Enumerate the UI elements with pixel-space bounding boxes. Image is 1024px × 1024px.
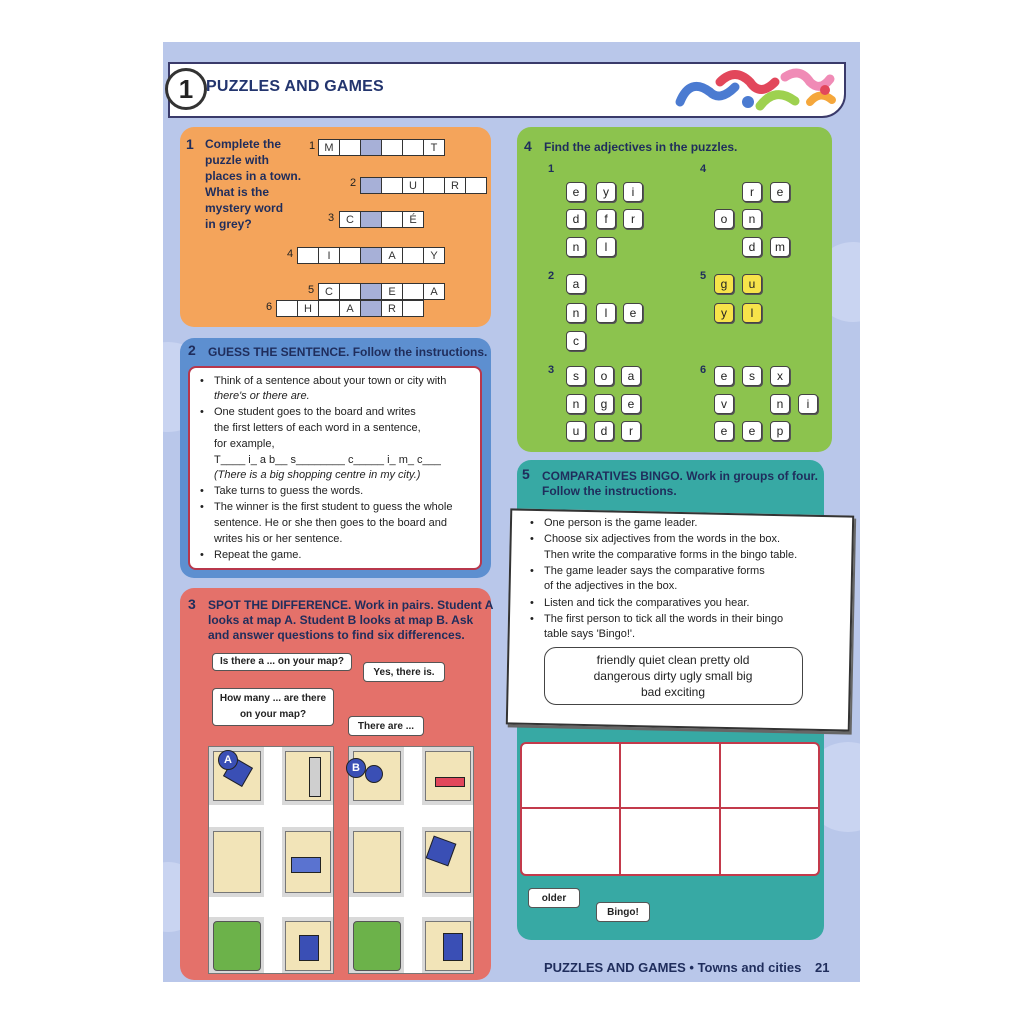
crossword-cell-mystery[interactable] [360, 177, 382, 194]
crossword-cell[interactable] [318, 300, 340, 317]
bullet-dot: • [530, 565, 534, 577]
letter-tile[interactable]: e [623, 303, 643, 323]
instruction-line: mystery word [205, 201, 284, 215]
title-line: looks at map A. Student B looks at map B. Ask [208, 613, 474, 627]
adjective-list [548, 652, 798, 700]
puzzle-number: 5 [700, 270, 707, 282]
bullet-dot: • [200, 501, 204, 513]
crossword-cell[interactable]: A [339, 300, 361, 317]
bullet-text: for example, [214, 438, 275, 450]
crossword-cell[interactable]: A [381, 247, 403, 264]
letter-tile[interactable]: n [566, 237, 586, 257]
exercise-3-title [208, 598, 493, 643]
bingo-table [520, 742, 820, 876]
bingo-divider [719, 744, 721, 874]
letter-tile[interactable]: u [742, 274, 762, 294]
crossword-cell[interactable]: M [318, 139, 340, 156]
crossword-cell[interactable]: E [381, 283, 403, 300]
letter-tile[interactable]: a [621, 366, 641, 386]
bullet-text: Choose six adjectives from the words in the box. [544, 533, 781, 545]
bullet-dot: • [200, 549, 204, 561]
instruction-line: in grey? [205, 217, 252, 231]
crossword-number: 3 [328, 212, 335, 224]
letter-tile[interactable]: r [742, 182, 762, 202]
bullet-text: The winner is the first student to guess the whole [214, 501, 453, 513]
crossword-cell[interactable]: I [318, 247, 340, 264]
crossword-number: 5 [308, 284, 315, 296]
bullet-dot: • [530, 533, 534, 545]
speech-bubble [212, 688, 334, 726]
crossword-cell[interactable] [402, 247, 424, 264]
crossword-cell[interactable]: É [402, 211, 424, 228]
crossword-cell[interactable] [339, 247, 361, 264]
bullet-text: sentence. He or she then goes to the board and [214, 517, 447, 529]
letter-tile[interactable]: y [714, 303, 734, 323]
letter-tile[interactable]: e [714, 366, 734, 386]
exercise-1-number: 1 [186, 136, 194, 152]
crossword-cell[interactable] [465, 177, 487, 194]
bullet-text: Take turns to guess the words. [214, 485, 364, 497]
bullet-text: writes his or her sentence. [214, 533, 343, 545]
letter-tile[interactable]: r [621, 421, 641, 441]
speech-bubble: Bingo! [596, 902, 650, 922]
exercise-2-number: 2 [188, 342, 196, 358]
map-a [208, 746, 334, 974]
letter-tile[interactable]: n [770, 394, 790, 414]
crossword-number: 1 [309, 140, 316, 152]
letter-tile[interactable]: x [770, 366, 790, 386]
speech-bubble: There are ... [348, 716, 424, 736]
bullet-dot: • [530, 517, 534, 529]
letter-tile[interactable]: a [566, 274, 586, 294]
instruction-line: Complete the [205, 137, 282, 151]
letter-tile[interactable]: d [566, 209, 586, 229]
letter-tile[interactable]: u [566, 421, 586, 441]
letter-tile[interactable]: p [770, 421, 790, 441]
letter-tile[interactable]: e [621, 394, 641, 414]
letter-tile[interactable]: o [594, 366, 614, 386]
crossword-cell[interactable] [381, 139, 403, 156]
crossword-number: 4 [287, 248, 294, 260]
crossword-cell[interactable] [381, 177, 403, 194]
crossword-cell[interactable]: A [423, 283, 445, 300]
bullet-text: The first person to tick all the words in their bingo [544, 613, 784, 625]
letter-tile[interactable]: e [714, 421, 734, 441]
letter-tile[interactable]: g [594, 394, 614, 414]
crossword-cell[interactable] [381, 211, 403, 228]
speech-bubble: older [528, 888, 580, 908]
title-line: and answer questions to find six differences. [208, 628, 465, 642]
crossword-cell[interactable]: C [339, 211, 361, 228]
bullet-dot: • [200, 375, 204, 387]
bullet-text: Then write the comparative forms in the bingo table. [544, 549, 798, 561]
letter-tile[interactable]: n [742, 209, 762, 229]
unit-number: 1 [165, 68, 207, 110]
map-b [348, 746, 474, 974]
letter-tile[interactable]: s [566, 366, 586, 386]
title-line: Follow the instructions. [542, 484, 677, 498]
exercise-4-title: Find the adjectives in the puzzles. [544, 140, 738, 154]
letter-tile[interactable]: d [742, 237, 762, 257]
puzzle-number: 1 [548, 163, 555, 175]
speech-bubble: Is there a ... on your map? [212, 653, 352, 671]
exercise-3-number: 3 [188, 596, 196, 612]
page-footer [544, 960, 829, 975]
bullet-text: T____ i_ a b__ s________ c_____ i_ m_ c___ [214, 454, 441, 466]
letter-tile[interactable]: n [566, 394, 586, 414]
map-a-label: A [218, 750, 238, 770]
crossword-cell[interactable]: H [297, 300, 319, 317]
letter-tile[interactable]: r [623, 209, 643, 229]
map-b-label: B [346, 758, 366, 778]
puzzle-number: 3 [548, 364, 555, 376]
exercise-5-number: 5 [522, 466, 530, 482]
letter-tile[interactable]: l [596, 237, 616, 257]
footer-text: PUZZLES AND GAMES • Towns and cities [544, 960, 802, 975]
letter-tile[interactable]: s [742, 366, 762, 386]
adjective-line: friendly quiet clean pretty old [596, 653, 750, 667]
crossword-cell[interactable] [339, 283, 361, 300]
letter-tile[interactable]: d [594, 421, 614, 441]
exercise-4-number: 4 [524, 138, 532, 154]
crossword-cell[interactable]: R [444, 177, 466, 194]
title-line: SPOT THE DIFFERENCE. Work in pairs. Student A [208, 598, 494, 612]
crossword-cell-mystery[interactable] [360, 300, 382, 317]
speech-bubble: Yes, there is. [363, 662, 445, 682]
crossword-cell[interactable]: C [318, 283, 340, 300]
crossword-cell[interactable] [276, 300, 298, 317]
crossword-cell[interactable]: T [423, 139, 445, 156]
letter-tile[interactable]: l [596, 303, 616, 323]
letter-tile[interactable]: g [714, 274, 734, 294]
letter-tile[interactable]: m [770, 237, 790, 257]
crossword-cell[interactable]: R [381, 300, 403, 317]
bullet-dot: • [200, 406, 204, 418]
crossword-cell-mystery[interactable] [360, 139, 382, 156]
letter-tile[interactable]: v [714, 394, 734, 414]
bullet-dot: • [200, 485, 204, 497]
letter-tile[interactable]: o [714, 209, 734, 229]
bullet-text: (There is a big shopping centre in my city.) [214, 469, 421, 481]
puzzle-number: 4 [700, 163, 707, 175]
bullet-dot: • [530, 613, 534, 625]
crossword-cell[interactable] [402, 139, 424, 156]
bullet-text: there's or there are. [214, 390, 310, 402]
exercise-2-title-rest: Follow the instructions. [352, 345, 488, 359]
crossword-cell[interactable] [423, 177, 445, 194]
letter-tile[interactable]: e [742, 421, 762, 441]
crossword-cell-mystery[interactable] [360, 283, 382, 300]
letter-tile[interactable]: n [566, 303, 586, 323]
bullet-text: Think of a sentence about your town or city with [214, 375, 447, 387]
bullet-text: of the adjectives in the box. [544, 580, 678, 592]
letter-tile[interactable]: i [798, 394, 818, 414]
instruction-line: places in a town. [205, 169, 302, 183]
bingo-divider [522, 807, 818, 809]
letter-tile[interactable]: l [742, 303, 762, 323]
bullet-text: Repeat the game. [214, 549, 302, 561]
instruction-line: What is the [205, 185, 270, 199]
exercise-1-instruction [205, 136, 305, 232]
bullet-text: One person is the game leader. [544, 517, 698, 529]
crossword-cell[interactable]: Y [423, 247, 445, 264]
crossword-cell[interactable] [402, 300, 424, 317]
instruction-line: puzzle with [205, 153, 269, 167]
bubble-line: How many ... are there [219, 693, 327, 704]
exercise-5-title [542, 469, 818, 499]
letter-tile[interactable]: e [566, 182, 586, 202]
page-number: 21 [814, 960, 830, 975]
exercise-2-title-caps: GUESS THE SENTENCE. [208, 345, 350, 359]
puzzle-number: 2 [548, 270, 555, 282]
bullet-text: The game leader says the comparative forms [544, 565, 765, 577]
crossword-cell-mystery[interactable] [360, 211, 382, 228]
letter-tile[interactable]: y [596, 182, 616, 202]
crossword-cell[interactable] [339, 139, 361, 156]
exercise-2-title [208, 345, 487, 359]
letter-tile[interactable]: i [623, 182, 643, 202]
crossword-cell[interactable] [402, 283, 424, 300]
crossword-number: 6 [266, 301, 273, 313]
puzzle-pieces-decoration [660, 62, 842, 114]
bullet-text: One student goes to the board and writes [214, 406, 416, 418]
crossword-cell-mystery[interactable] [360, 247, 382, 264]
title-line: COMPARATIVES BINGO. Work in groups of four. [542, 469, 818, 483]
page-title: PUZZLES AND GAMES [206, 78, 384, 95]
puzzle-number: 6 [700, 364, 707, 376]
crossword-number: 2 [350, 177, 357, 189]
adjective-line: dangerous dirty ugly small big [593, 669, 753, 683]
bullet-text: Listen and tick the comparatives you hear. [544, 597, 750, 609]
bullet-text: the first letters of each word in a sentence, [214, 422, 421, 434]
letter-tile[interactable]: e [770, 182, 790, 202]
bingo-divider [619, 744, 621, 874]
bubble-line: on your map? [239, 709, 307, 720]
adjective-line: bad exciting [640, 685, 706, 699]
letter-tile[interactable]: f [596, 209, 616, 229]
bullet-dot: • [530, 597, 534, 609]
bullet-text: table says 'Bingo!'. [544, 628, 636, 640]
letter-tile[interactable]: c [566, 331, 586, 351]
crossword-cell[interactable] [297, 247, 319, 264]
crossword-cell[interactable]: U [402, 177, 424, 194]
